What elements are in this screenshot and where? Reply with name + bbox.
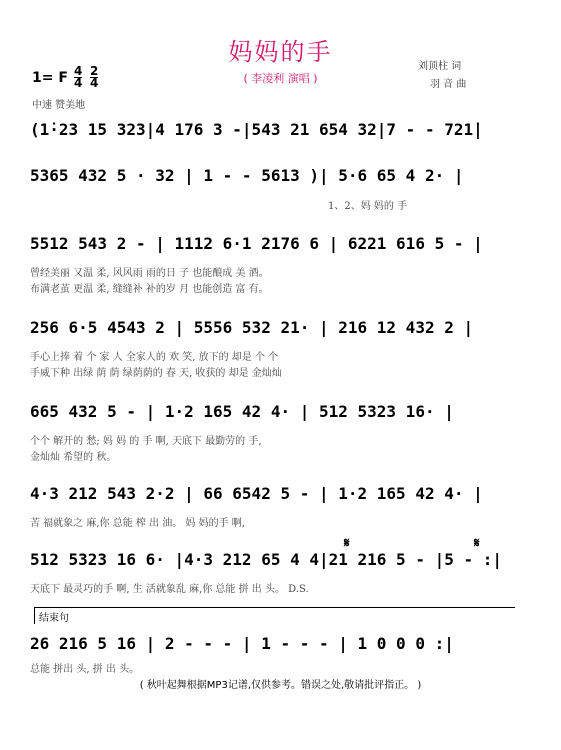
score-line-4: 256 6·5 4543 2 | 5556 532 21· | 216 12 432 2 |	[30, 318, 474, 337]
key-signature: 1= F	[32, 70, 68, 86]
lyrics-line-7: 天底下 最灵巧的手 啊, 生 活就象乱 麻,你 总能 拼 出 头。 D.S.	[30, 584, 309, 595]
lyrics-line-5-verse-2: 金灿灿 希望的 秋。	[30, 452, 117, 463]
score-line-7: 512 5323 16 6· |4·3 212 65 4 4|21 216 5 - |5 - :|	[30, 550, 503, 569]
lyrics-line-5-verse-1: 个个 解开的 愁; 妈 妈 的 手 啊, 天底下 最勤劳的 手,	[30, 436, 262, 447]
singer-credit: ( 李凌利 演唱 )	[243, 72, 318, 85]
score-line-8-ending: 26 216 5 16 | 2 - - - | 1 - - - | 1 0 0 0 :|	[30, 634, 454, 653]
lyricist-credit: 刘顶柱 词	[418, 61, 462, 72]
score-line-2: 5365 432 5 · 32 | 1 - - 5613 )| 5·6 65 4 2· |	[30, 166, 464, 185]
composer-credit: 羽 音 曲	[430, 79, 467, 90]
time-signature-2-4: 2 4	[90, 64, 99, 90]
segno-mark: 𝄋	[344, 536, 350, 551]
lyrics-line-6: 苦 福就象之 麻,你 总能 榨 出 油。 妈 妈的手 啊,	[30, 518, 245, 529]
lyrics-line-2-verse-1: 1、2、妈 妈的 手	[328, 201, 408, 212]
time-signature-4-4: 4 4	[74, 64, 83, 90]
score-line-1: (1̇·23 15 323|4 176 3 -|543 21 654 32|7 - - 721̇|	[30, 120, 483, 139]
song-title: 妈妈的手	[228, 38, 333, 66]
lyrics-line-8: 总能 拼出 头, 拼 出 头。	[30, 664, 140, 675]
lyrics-line-3-verse-2: 布满老茧 更温 柔, 缝缝补 补的岁 月 也能创造 富 有。	[30, 284, 269, 295]
score-line-5: 665 432 5 - | 1·2 165 42 4· | 512 5323 16· |	[30, 402, 454, 421]
lyrics-line-4-verse-2: 手威下种 出绿 荫 荫 绿荫荫的 春 天, 收获的 却是 金灿灿	[30, 368, 282, 379]
score-line-6: 4·3 212 543 2·2 | 66 6542 5 - | 1·2 165 42 4· |	[30, 484, 483, 503]
lyrics-line-3-verse-1: 曾经美丽 又温 柔, 风风雨 雨的日 子 也能酿成 美 酒。	[30, 268, 269, 279]
ending-label: 结束句	[34, 607, 515, 624]
transcriber-note: ( 秋叶起舞根据MP3记谱,仅供参考。错误之处,敬请批评指正。 )	[139, 680, 422, 691]
lyrics-line-4-verse-1: 手心上捧 着 个 家 人 全家人的 欢 笑, 放下的 却是 个 个	[30, 352, 279, 363]
segno-mark-end: 𝄋	[474, 536, 480, 551]
score-line-3: 5512 543 2 - | 1112 6·1 2176 6 | 6221 616 5 - |	[30, 234, 483, 253]
tempo-marking: 中速 赞美地	[32, 100, 86, 111]
